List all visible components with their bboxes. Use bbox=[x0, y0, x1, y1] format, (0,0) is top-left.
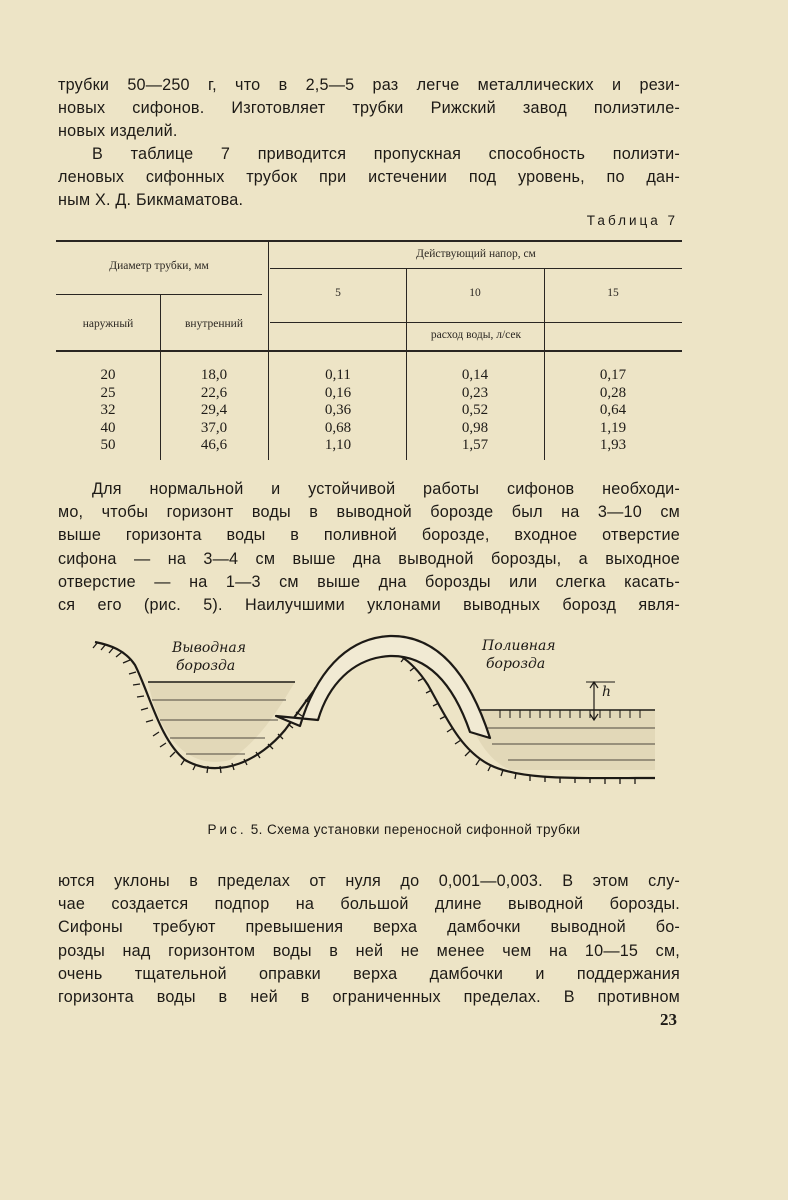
cell: 0,16 bbox=[324, 384, 352, 401]
text-line: ным Х. Д. Бикмаматова. bbox=[58, 191, 244, 210]
table-vline bbox=[268, 240, 269, 460]
text-line: леновых сифонных трубок при истечении под уровень, по дан- bbox=[58, 168, 680, 187]
text-line: Сифоны требуют превышения верха дамбочки выводной бо- bbox=[58, 918, 680, 937]
text-line: выше горизонта воды в поливной борозде, входное отверстие bbox=[58, 526, 680, 545]
cell: 1,19 bbox=[599, 419, 627, 436]
text-line: новых изделий. bbox=[58, 122, 178, 141]
cell: 0,23 bbox=[461, 384, 489, 401]
cell: 0,98 bbox=[461, 419, 489, 436]
table-7 bbox=[56, 240, 682, 460]
cell: 0,17 bbox=[599, 367, 627, 383]
header-diameter: Диаметр трубки, мм bbox=[109, 260, 209, 272]
text-line: горизонта воды в ней в ограниченных пределах. В противном bbox=[58, 988, 680, 1007]
cell: 0,68 bbox=[324, 419, 352, 436]
siphon-diagram bbox=[90, 620, 670, 820]
header-head-15: 15 bbox=[607, 287, 619, 299]
column-q15 bbox=[544, 367, 682, 455]
text-line: розды над горизонтом воды в ней не менее чем на 10—15 см, bbox=[58, 941, 680, 960]
cell: 0,28 bbox=[599, 384, 627, 401]
text-line: новых сифонов. Изготовляет трубки Рижский завод полиэтиле- bbox=[58, 99, 680, 118]
paragraph-4 bbox=[58, 870, 680, 1009]
text-line: сифона — на 3—4 см выше дна выводной борозды, а выходное bbox=[58, 549, 680, 568]
label-outlet-furrow-1: Выводная bbox=[172, 640, 246, 656]
table-header-rule bbox=[56, 350, 682, 352]
cell: 0,36 bbox=[324, 402, 352, 418]
text-line: В таблице 7 приводится пропускная способность полиэти- bbox=[92, 145, 680, 163]
cell: 40 bbox=[100, 419, 116, 436]
column-q10 bbox=[406, 367, 544, 455]
header-inner: внутренний bbox=[185, 318, 243, 330]
caption-prefix: Рис. bbox=[207, 822, 247, 837]
header-head-5: 5 bbox=[335, 287, 341, 299]
column-q5 bbox=[270, 367, 406, 455]
header-flow: расход воды, л/сек bbox=[430, 329, 522, 341]
text-line: ся его (рис. 5). Наилучшими уклонами выводных борозд явля- bbox=[58, 596, 680, 615]
cell: 37,0 bbox=[200, 419, 228, 436]
header-head-10: 10 bbox=[469, 287, 481, 299]
table-flow-rule bbox=[270, 322, 682, 323]
cell: 25 bbox=[100, 384, 116, 401]
cell: 0,14 bbox=[461, 367, 489, 383]
cell: 46,6 bbox=[200, 437, 228, 453]
label-irrigation-furrow-2: борозда bbox=[486, 656, 546, 672]
text-line: чае создается подпор на большой длине выводной борозды. bbox=[58, 895, 680, 914]
cell: 1,93 bbox=[599, 437, 627, 453]
text-line: мо, чтобы горизонт воды в выводной борозде был на 3—10 см bbox=[58, 503, 680, 522]
text-line: очень тщательной оправки верха дамбочки и поддержания bbox=[58, 964, 680, 983]
figure-caption bbox=[0, 822, 788, 837]
cell: 1,57 bbox=[461, 437, 489, 453]
text-line: отверстие — на 1—3 см выше дна борозды или слегка касать- bbox=[58, 572, 680, 591]
column-inner bbox=[160, 367, 268, 455]
label-h: h bbox=[602, 684, 612, 700]
caption-number: 5. bbox=[250, 822, 263, 837]
text-line: ются уклоны в пределах от нуля до 0,001—0,003. В этом слу- bbox=[58, 872, 680, 890]
header-outer: наружный bbox=[82, 318, 134, 330]
table-label: Таблица 7 bbox=[586, 213, 678, 228]
cell: 50 bbox=[100, 437, 116, 453]
cell: 20 bbox=[100, 367, 116, 383]
cell: 0,64 bbox=[599, 402, 627, 418]
paragraph-1 bbox=[58, 74, 680, 144]
text-line: Для нормальной и устойчивой работы сифонов необходи- bbox=[92, 480, 680, 498]
cell: 1,10 bbox=[324, 437, 352, 453]
caption-text: Схема установки переносной сифонной трубки bbox=[266, 822, 581, 837]
column-outer bbox=[56, 367, 160, 455]
cell: 32 bbox=[100, 402, 116, 418]
siphon-tube bbox=[276, 636, 490, 738]
label-irrigation-furrow-1: Поливная bbox=[482, 638, 556, 654]
paragraph-2 bbox=[58, 143, 680, 213]
table-diameter-rule bbox=[56, 294, 262, 295]
page-number: 23 bbox=[660, 1010, 677, 1029]
cell: 22,6 bbox=[200, 384, 228, 401]
header-head: Действующий напор, см bbox=[416, 248, 536, 260]
label-outlet-furrow-2: борозда bbox=[176, 658, 236, 674]
cell: 18,0 bbox=[200, 367, 228, 383]
water-fill bbox=[148, 682, 655, 770]
cell: 0,11 bbox=[325, 367, 351, 383]
cell: 29,4 bbox=[200, 402, 228, 418]
text-line: трубки 50—250 г, что в 2,5—5 раз легче металлических и рези- bbox=[58, 76, 680, 94]
cell: 0,52 bbox=[461, 402, 489, 418]
table-head-rule bbox=[270, 268, 682, 269]
paragraph-3 bbox=[58, 478, 680, 617]
table-top-rule bbox=[56, 240, 682, 242]
